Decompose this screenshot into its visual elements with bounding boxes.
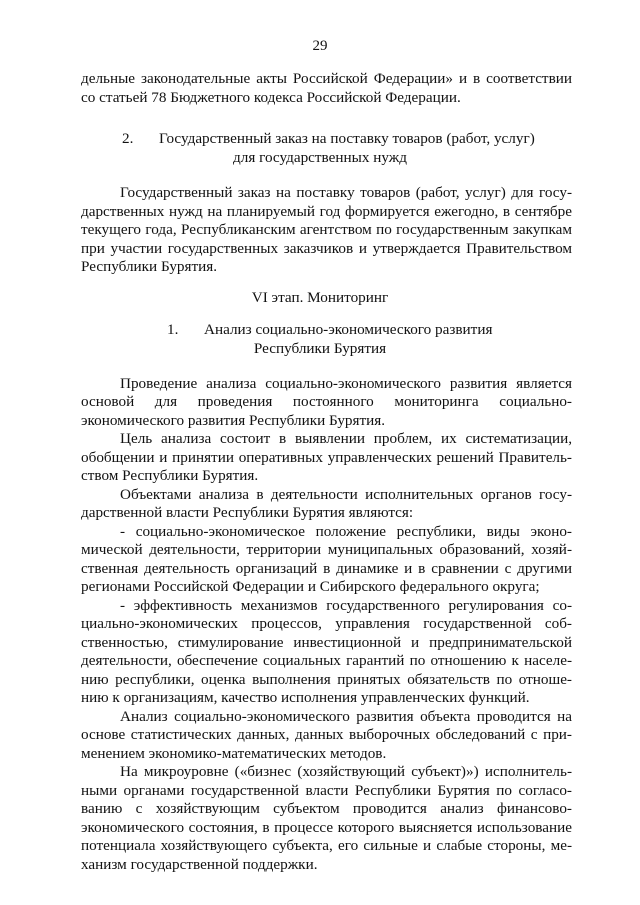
intro-line: со статьей 78 Бюджетного кодекса Российской Федерации.	[81, 89, 461, 106]
paragraph-line: Проведение анализа социально-экономического развития является	[120, 375, 572, 392]
bullet-line: нию к организациям, качество исполнения управленческих функций.	[81, 689, 530, 706]
paragraph-line: основе статистических данных, данных выборочных обследований с при-	[81, 726, 572, 743]
paragraph-line: при участии государственных заказчиков и утверждается Правительством	[81, 240, 572, 257]
bullet-line: регионами Российской Федерации и Сибирского федерального округа;	[81, 578, 540, 595]
paragraph-line: менением экономико-математических методов.	[81, 745, 387, 762]
section-1-title: Анализ социально-экономического развития	[204, 321, 493, 338]
section-2-title: Государственный заказ на поставку товаров (работ, услуг)	[159, 130, 535, 147]
paragraph-line: дарственной власти Республики Бурятия являются:	[81, 504, 414, 521]
section-2-number: 2.	[122, 130, 134, 147]
bullet-line: нию республики, оценка выполнения принятых обязательств по отноше-	[81, 671, 572, 688]
paragraph-line: Объектами анализа в деятельности исполнительных органов госу-	[120, 486, 572, 503]
bullet-line: циально-экономических процессов, управления государственной соб-	[81, 615, 572, 632]
bullet-line: - социально-экономическое положение республики, виды эконо-	[120, 523, 572, 540]
paragraph-line: Цель анализа состоит в выявлении проблем, их систематизации,	[120, 430, 572, 447]
bullet-line: мической деятельности, территории муниципальных образований, хозяй-	[81, 541, 572, 558]
paragraph-line: ханизм государственной поддержки.	[81, 856, 318, 873]
paragraph-line: Республики Бурятия.	[81, 258, 218, 275]
paragraph-line: экономического состояния, в процессе которого выясняется использование	[81, 819, 572, 836]
section-2-title-line2: для государственных нужд	[233, 149, 407, 166]
intro-line: дельные законодательные акты Российской Федерации» и в соответствии	[81, 70, 572, 87]
bullet-line: - эффективность механизмов государственного регулирования со-	[120, 597, 572, 614]
paragraph-line: На микроуровне («бизнес (хозяйствующий субъект)») исполнитель-	[120, 763, 572, 780]
paragraph-line: экономического развития Республики Бурятия.	[81, 412, 386, 429]
paragraph-line: дарственных нужд на планируемый год формируется ежегодно, в сентябре	[81, 203, 572, 220]
paragraph-line: ванию с хозяйствующим субъектом проводится анализ финансово-	[81, 800, 572, 817]
stage-heading: VI этап. Мониторинг	[251, 289, 389, 306]
paragraph-line: Анализ социально-экономического развития объекта проводится на	[120, 708, 572, 725]
paragraph-line: Государственный заказ на поставку товаров (работ, услуг) для госу-	[120, 184, 572, 201]
bullet-line: деятельности, обеспечение социальных гарантий по отношению к населе-	[81, 652, 572, 669]
paragraph-line: потенциала хозяйствующего субъекта, его сильные и слабые стороны, ме-	[81, 837, 572, 854]
section-1-number: 1.	[167, 321, 179, 338]
paragraph-line: обобщении и принятии оперативных управленческих решений Правитель-	[81, 449, 572, 466]
section-1-title-line2: Республики Бурятия	[253, 340, 387, 357]
paragraph-line: ством Республики Бурятия.	[81, 467, 259, 484]
paragraph-line: ными органами государственной власти Республики Бурятия по согласо-	[81, 782, 572, 799]
bullet-line: ственная деятельность организаций в динамике и в сравнении с другими	[81, 560, 572, 577]
paragraph-line: основой для проведения постоянного мониторинга социально-	[81, 393, 572, 410]
bullet-line: ственностью, стимулирование инвестиционной и предпринимательской	[81, 634, 572, 651]
page-number: 29	[312, 38, 328, 54]
paragraph-line: текущего года, Республиканским агентством по государственным закупкам	[81, 221, 572, 238]
